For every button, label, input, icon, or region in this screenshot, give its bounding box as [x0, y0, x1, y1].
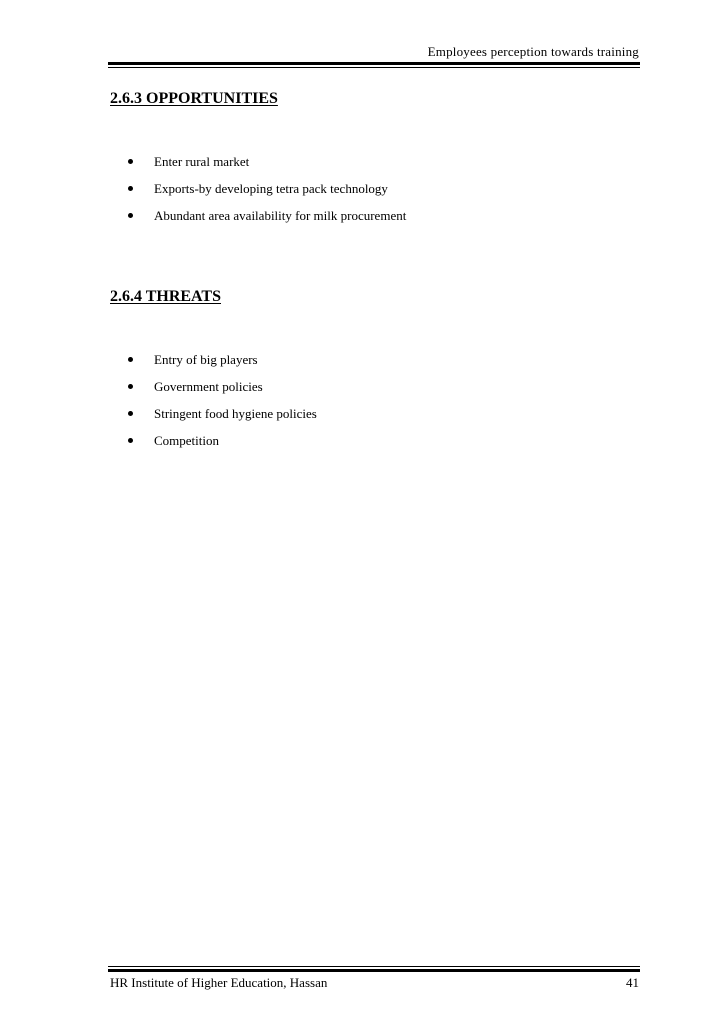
- bullet-icon: [128, 186, 133, 191]
- list-item-text: Entry of big players: [154, 352, 258, 367]
- section-heading-threats: 2.6.4 THREATS: [110, 288, 221, 305]
- list-item-text: Abundant area availability for milk procurement: [154, 208, 407, 223]
- footer-rule: [108, 969, 640, 972]
- list-item-text: Competition: [154, 433, 219, 448]
- header-rule-thin: [108, 67, 640, 68]
- bullet-icon: [128, 384, 133, 389]
- bullet-icon: [128, 411, 133, 416]
- header-rule: [108, 62, 640, 65]
- running-header: Employees perception towards training: [427, 44, 639, 59]
- list-item-text: Exports-by developing tetra pack technology: [154, 181, 388, 196]
- bullet-icon: [128, 213, 133, 218]
- bullet-icon: [128, 438, 133, 443]
- footer-institution: HR Institute of Higher Education, Hassan: [110, 975, 328, 990]
- footer-rule-thin: [108, 966, 640, 967]
- list-item-text: Stringent food hygiene policies: [154, 406, 317, 421]
- bullet-icon: [128, 357, 133, 362]
- section-heading-opportunities: 2.6.3 OPPORTUNITIES: [110, 90, 278, 107]
- page-number: 41: [626, 975, 639, 990]
- list-item-text: Enter rural market: [154, 154, 250, 169]
- list-item-text: Government policies: [154, 379, 263, 394]
- bullet-icon: [128, 159, 133, 164]
